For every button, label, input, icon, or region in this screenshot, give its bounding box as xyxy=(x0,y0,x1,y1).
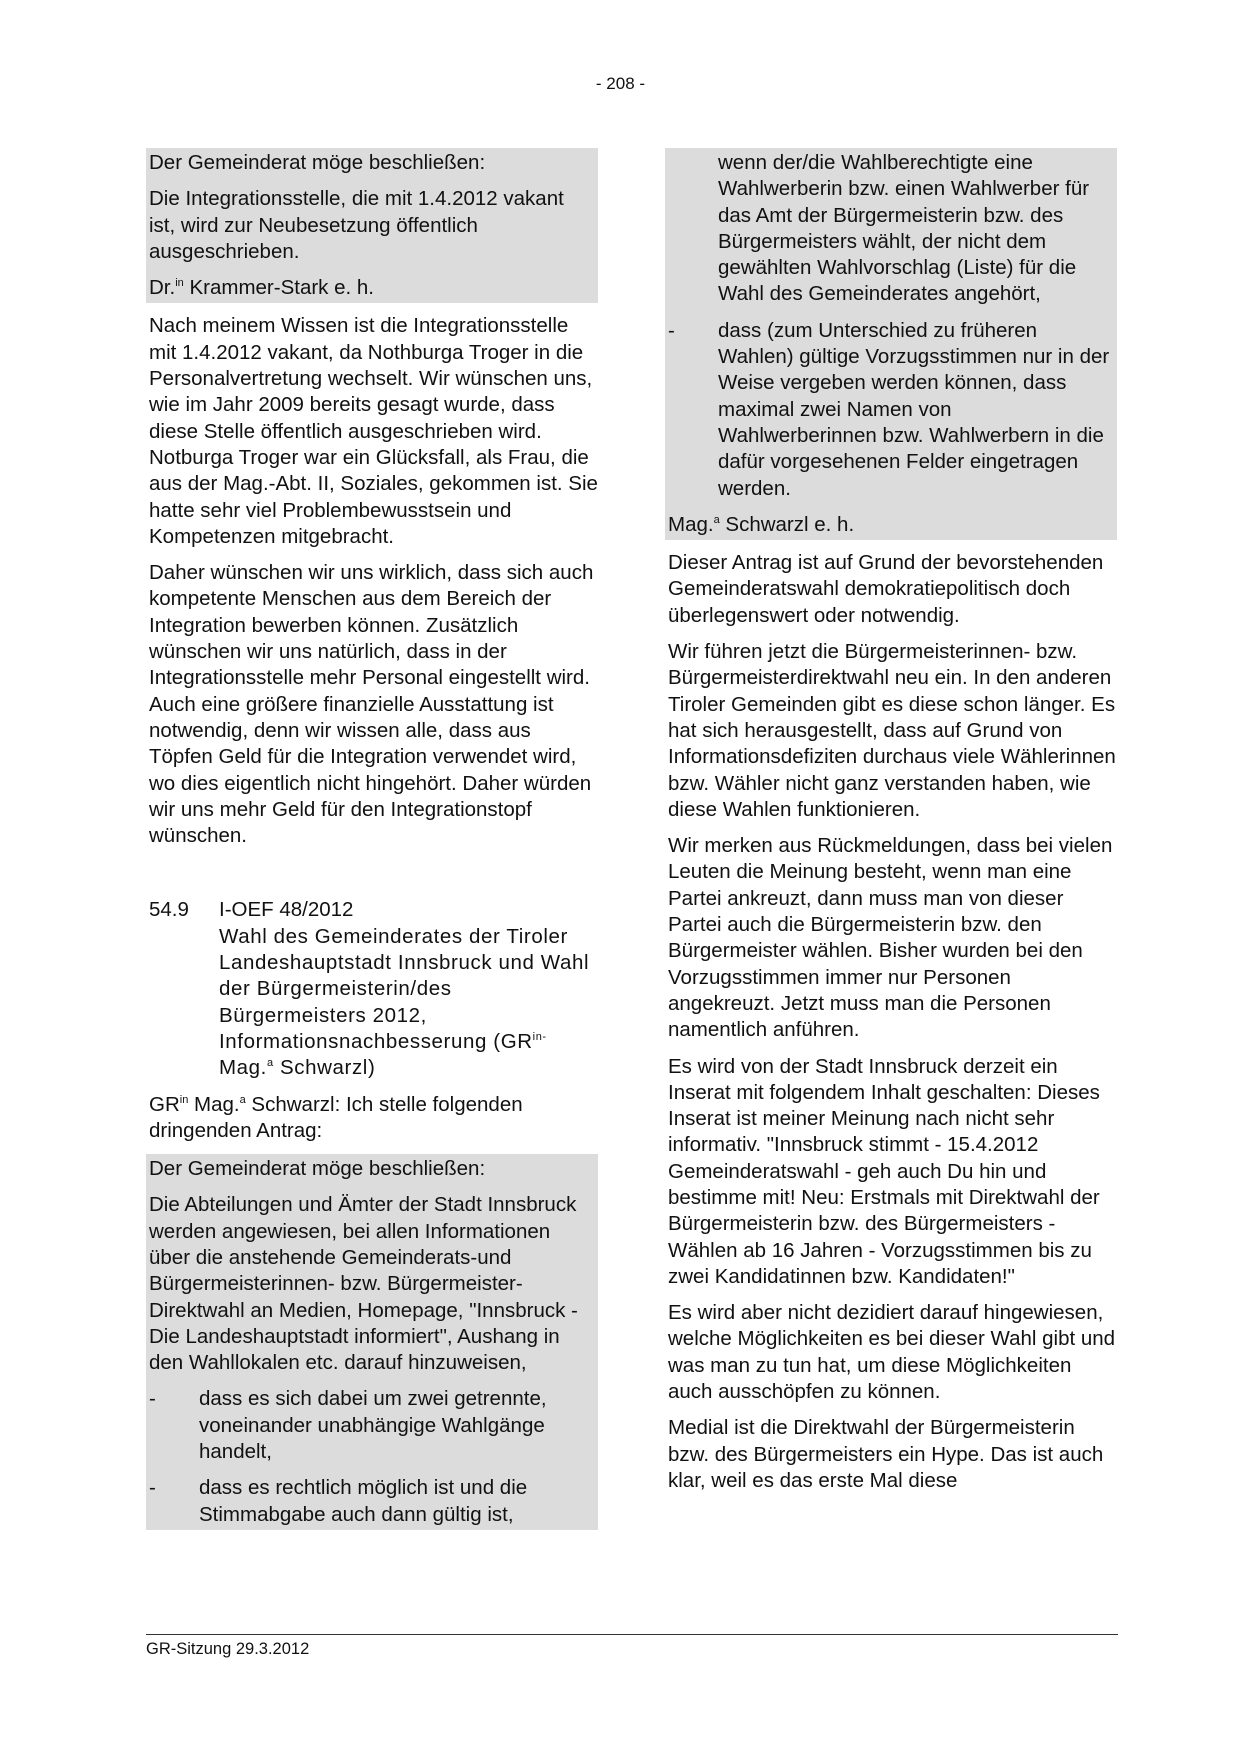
list-item xyxy=(668,318,1113,502)
dash-bullet: - xyxy=(149,1387,156,1411)
agenda-item-heading xyxy=(146,897,598,923)
footer-divider xyxy=(146,1634,1118,1635)
agenda-item-code: I-OEF 48/2012 xyxy=(219,898,354,922)
list-item-text: dass es sich dabei um zwei getrennte, voneinander unabhängige Wahlgänge handelt, xyxy=(199,1387,547,1464)
dash-bullet: - xyxy=(149,1476,156,1500)
paragraph: Daher wünschen wir uns wirklich, dass sich auch kompetente Menschen aus dem Bereich der Integration bewerben können. Zusätzlich wünschen wir uns natürlich, dass in der Integrationsstelle mehr Personal eingestellt wird. Auch eine größere finanzielle Ausstattung ist notwendig, denn wir wissen alle, dass aus Töpfen Geld für die Integration verwendet wird, wo dies eigentlich nicht hingehört. Daher würden wir uns mehr Geld für den Integrationstopf wünschen. xyxy=(149,561,594,848)
motion-box-continued xyxy=(665,148,1117,540)
paragraph: Nach meinem Wissen ist die Integrationsstelle mit 1.4.2012 vakant, da Nothburga Troger in die Personalvertretung wechselt. Wir wünschen uns, wie im Jahr 2009 bereits gesagt wurde, dass diese Stelle öffentlich ausgeschrieben wird. Notburga Troger war ein Glücksfall, als Frau, die aus der Mag.-Abt. II, Soziales, gekommen ist. Sie hatte sehr viel Problembewusstsein und Kompetenzen mitgebracht. xyxy=(149,314,598,548)
page-number: - 208 - xyxy=(595,74,646,93)
dash-bullet: - xyxy=(668,318,675,342)
paragraph: Es wird von der Stadt Innsbruck derzeit ein Inserat mit folgendem Inhalt geschalten: Dieses Inserat ist meiner Meinung nach nicht sehr informativ. "Innsbruck stimmt - 15.4.2012 Gemeinderatswahl - geh auch Du hin und bestimme mit! Neu: Erstmals mit Direktwahl der Bürgermeisterin bzw. des Bürgermeisters - Wählen ab 16 Jahren - Vorzugsstimmen bis zu zwei Kandidatinnen bzw. Kandidaten!" xyxy=(668,1054,1100,1288)
list-item-text: dass es rechtlich möglich ist und die Stimmabgabe auch dann gültig ist, xyxy=(199,1476,528,1526)
list-item-continuation: wenn der/die Wahlberechtigte eine Wahlwerberin bzw. einen Wahlwerber für das Amt der Bürgermeisterin bzw. des Bürgermeisters wählt, der nicht dem gewählten Wahlvorschlag (Liste) für die Wahl des Gemeinderates angehört, xyxy=(718,151,1090,306)
agenda-item-number: 54.9 xyxy=(149,898,189,922)
paragraph: Wir merken aus Rückmeldungen, dass bei vielen Leuten die Meinung besteht, wenn man eine Partei ankreuzt, dann muss man von dieser Partei auch die Bürgermeisterin bzw. den Bürgermeister wählen. Bisher wurden bei den Vorzugsstimmen immer nur Personen angekreuzt. Jetzt muss man die Personen namentlich anführen. xyxy=(668,834,1113,1042)
motion-box xyxy=(146,1154,598,1530)
paragraph: Medial ist die Direktwahl der Bürgermeisterin bzw. des Bürgermeisters ein Hype. Das ist auch klar, weil es das erste Mal diese xyxy=(668,1416,1104,1492)
motion-signature: Mag.$^a$ Schwarzl e. h. xyxy=(668,512,855,536)
motion-signature: Dr.$^{in}$ Krammer-Stark e. h. xyxy=(149,276,375,300)
list-item-text: dass (zum Unterschied zu früheren Wahlen) gültige Vorzugsstimmen nur in der Weise vergeben werden können, dass maximal zwei Namen von Wahlwerberinnen bzw. Wahlwerbern in die dafür vorgesehenen Felder eingetragen werden. xyxy=(718,318,1110,500)
list-item xyxy=(149,1386,594,1465)
motion-text: Die Abteilungen und Ämter der Stadt Innsbruck werden angewiesen, bei allen Informationen über die anstehende Gemeinderats-und Bürgermeisterinnen- bzw. Bürgermeister-Direktwahl an Medien, Homepage, "Innsbruck - Die Landeshauptstadt informiert", Aushang in den Wahllokalen etc. darauf hinzuweisen, xyxy=(149,1193,578,1375)
motion-heading: Der Gemeinderat möge beschließen: xyxy=(149,151,486,174)
agenda-item-subject: Wahl des Gemeinderates der Tiroler Landeshauptstadt Innsbruck und Wahl der Bürgermeisterin/des Bürgermeisters 2012, Informationsnachbesserung ($GR^{in-}$ Mag.$^a$ Schwarzl) xyxy=(219,924,590,1080)
motion-box xyxy=(146,148,598,303)
list-item xyxy=(149,1475,594,1528)
footer-session-date: GR-Sitzung 29.3.2012 xyxy=(146,1640,310,1658)
paragraph: Wir führen jetzt die Bürgermeisterinnen- bzw. Bürgermeisterdirektwahl neu ein. In den anderen Tiroler Gemeinden gibt es diese schon länger. Es hat sich herausgestellt, dass auf Grund von Informationsdefiziten durchaus viele Wählerinnen bzw. Wähler nicht ganz verstanden haben, wie diese Wahlen funktionieren. xyxy=(668,640,1116,821)
motion-text: Die Integrationsstelle, die mit 1.4.2012 vakant ist, wird zur Neubesetzung öffentlich ausgeschrieben. xyxy=(149,187,564,263)
right-column xyxy=(665,148,1117,1504)
paragraph: Es wird aber nicht dezidiert darauf hingewiesen, welche Möglichkeiten es bei dieser Wahl gibt und was man zu tun hat, um diese Möglichkeiten auch ausschöpfen zu können. xyxy=(668,1301,1116,1404)
motion-heading: Der Gemeinderat möge beschließen: xyxy=(149,1157,486,1181)
speaker-intro: $GR^{in}$ Mag.$^a$ Schwarzl: Ich stelle folgenden dringenden Antrag: xyxy=(149,1092,523,1142)
paragraph: Dieser Antrag ist auf Grund der bevorstehenden Gemeinderatswahl demokratiepolitisch doch überlegenswert oder notwendig. xyxy=(668,551,1104,627)
left-column xyxy=(146,148,598,1530)
